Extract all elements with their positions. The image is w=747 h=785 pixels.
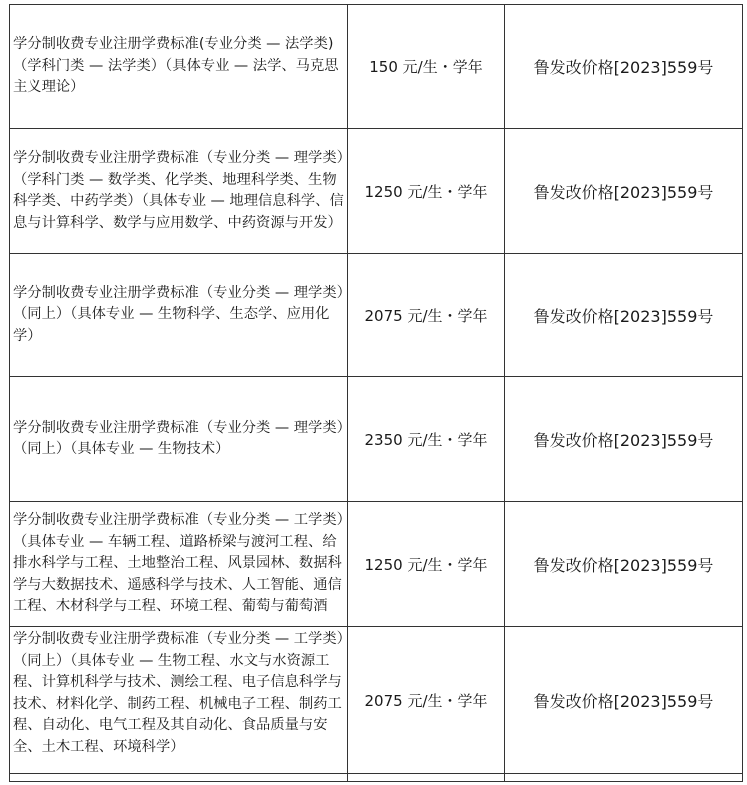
fee-item-description: 学分制收费专业注册学费标准(专业分类 — 法学类)（学科门类 — 法学类）（具体专业 — 法学、马克思主义理论）	[10, 5, 348, 129]
empty-cell	[505, 774, 743, 782]
table-row	[10, 129, 743, 254]
empty-cell	[10, 774, 348, 782]
pricing-document-number: 鲁发改价格[2023]559号	[505, 129, 743, 254]
pricing-document-number: 鲁发改价格[2023]559号	[505, 5, 743, 129]
table-row	[10, 5, 743, 129]
pricing-document-number: 鲁发改价格[2023]559号	[505, 254, 743, 377]
fee-amount: 2075 元/生・学年	[348, 254, 505, 377]
pricing-document-number: 鲁发改价格[2023]559号	[505, 502, 743, 627]
table-row	[10, 377, 743, 502]
fee-amount: 2350 元/生・学年	[348, 377, 505, 502]
empty-cell	[348, 774, 505, 782]
fee-item-description: 学分制收费专业注册学费标准（专业分类 — 理学类）（学科门类 — 数学类、化学类、地理科学类、生物科学类、中药学类）（具体专业 — 地理信息科学、信息与计算科学、数学与应用数学、中药资源与开发）	[10, 129, 348, 254]
fee-amount: 150 元/生・学年	[348, 5, 505, 129]
fee-item-description: 学分制收费专业注册学费标准（专业分类 — 工学类）（同上）（具体专业 — 生物工程、水文与水资源工程、计算机科学与技术、测绘工程、电子信息科学与技术、材料化学、制药工程、机械电子工程、制药工程、自动化、电气工程及其自动化、食品质量与安全、土木工程、环境科学）	[10, 627, 348, 774]
fee-item-description: 学分制收费专业注册学费标准（专业分类 — 理学类）（同上）（具体专业 — 生物技术）	[10, 377, 348, 502]
fee-amount: 1250 元/生・学年	[348, 502, 505, 627]
fee-standard-table	[9, 4, 743, 782]
fee-item-description: 学分制收费专业注册学费标准（专业分类 — 理学类）（同上）（具体专业 — 生物科学、生态学、应用化学）	[10, 254, 348, 377]
pricing-document-number: 鲁发改价格[2023]559号	[505, 377, 743, 502]
fee-amount: 1250 元/生・学年	[348, 129, 505, 254]
pricing-document-number: 鲁发改价格[2023]559号	[505, 627, 743, 774]
table-row	[10, 502, 743, 627]
fee-amount: 2075 元/生・学年	[348, 627, 505, 774]
table-row	[10, 254, 743, 377]
table-row	[10, 627, 743, 774]
table-row-partial	[10, 774, 743, 782]
fee-item-description: 学分制收费专业注册学费标准（专业分类 — 工学类）（具体专业 — 车辆工程、道路桥梁与渡河工程、给排水科学与工程、土地整治工程、风景园林、数据科学与大数据技术、遥感科学与技术、人工智能、通信工程、木材科学与工程、环境工程、葡萄与葡萄酒	[10, 502, 348, 627]
